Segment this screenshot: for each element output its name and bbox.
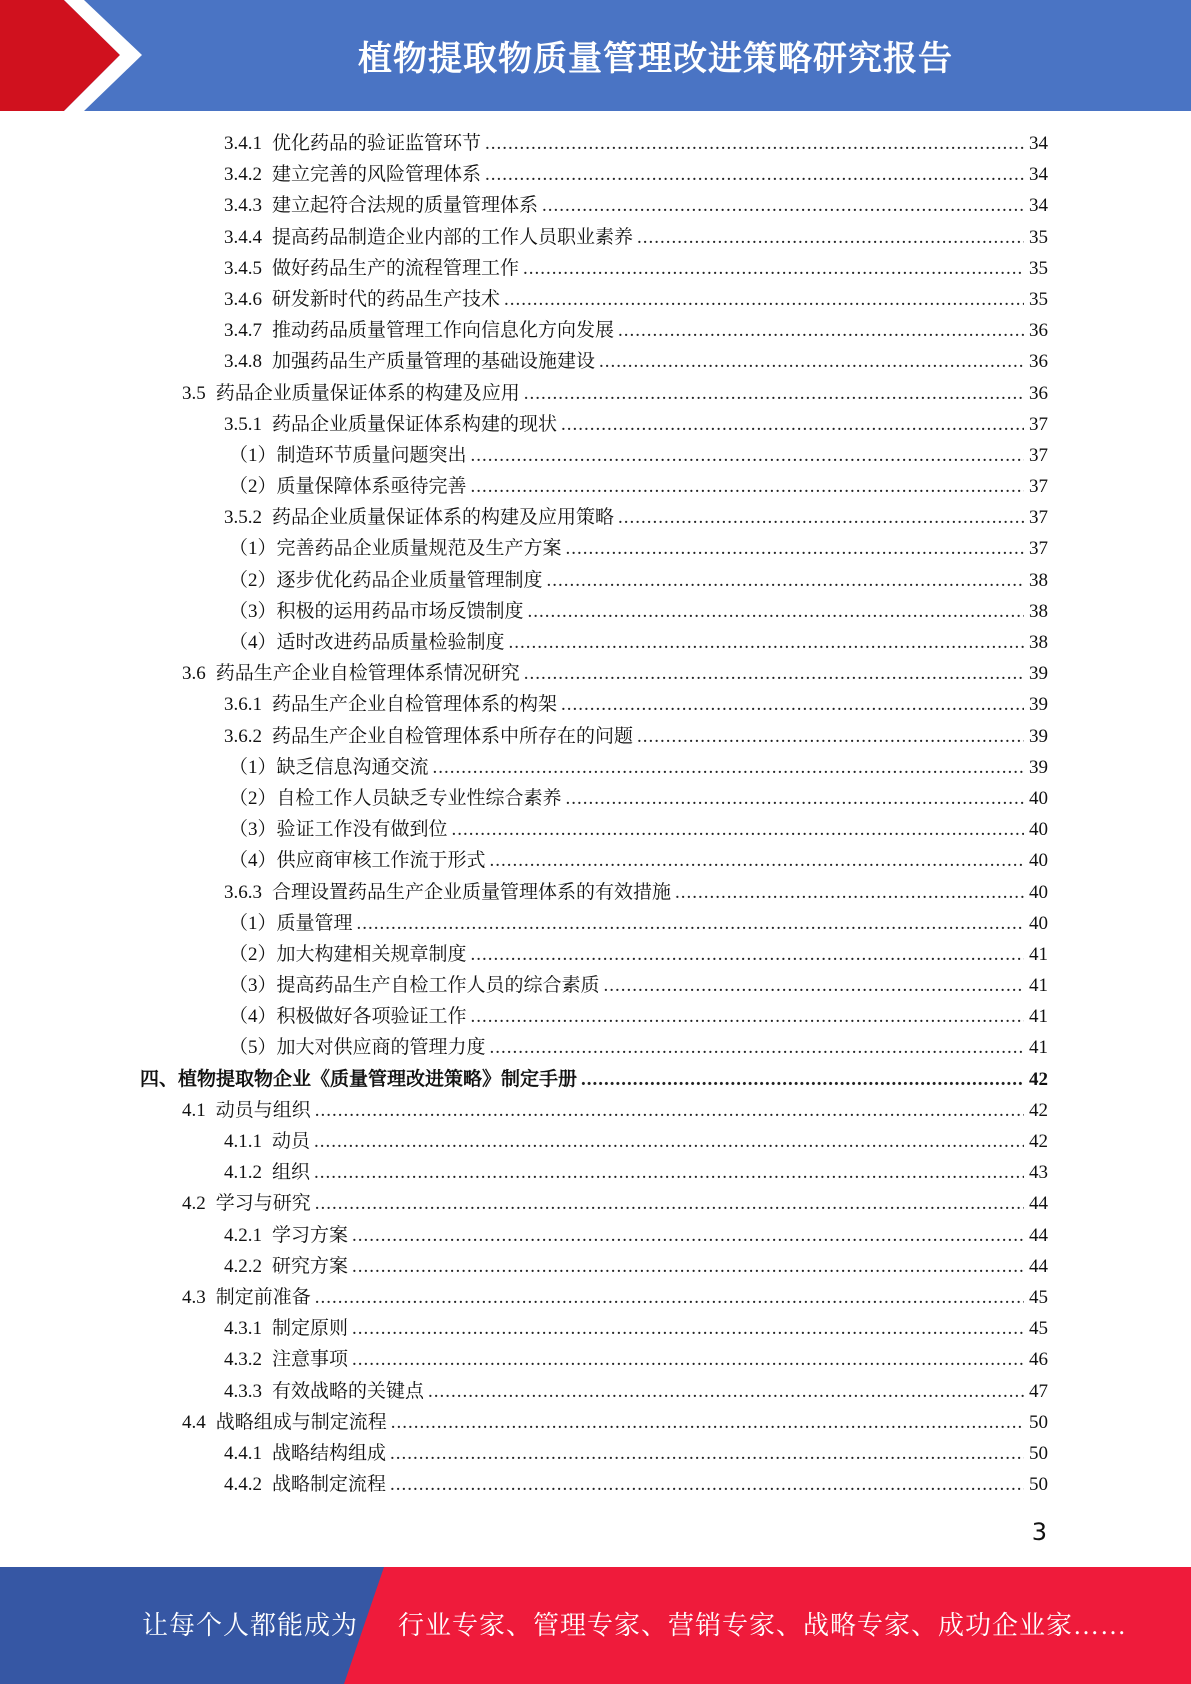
toc-entry-title: 注意事项 — [272, 1349, 349, 1371]
toc-entry-page: 43 — [1029, 1162, 1048, 1184]
toc-entry-page: 36 — [1029, 351, 1048, 373]
toc-entry[interactable] — [140, 1188, 1048, 1219]
toc-entry[interactable] — [140, 1032, 1048, 1063]
toc-entry[interactable] — [140, 689, 1048, 720]
toc-entry-page: 40 — [1029, 850, 1048, 872]
toc-leader-dots — [524, 378, 1024, 409]
toc-entry-page: 44 — [1029, 1193, 1048, 1215]
toc-entry-page: 50 — [1029, 1474, 1048, 1496]
toc-entry-title: （5）加大对供应商的管理力度 — [229, 1037, 486, 1059]
toc-entry[interactable] — [140, 533, 1048, 564]
toc-entry-page: 45 — [1029, 1286, 1048, 1308]
toc-leader-dots — [352, 1313, 1024, 1344]
toc-entry-number: 4.3 — [182, 1286, 206, 1308]
toc-entry-title: 战略结构组成 — [272, 1442, 387, 1464]
toc-entry-title: 建立起符合法规的质量管理体系 — [272, 195, 539, 217]
toc-entry-title: 药品生产企业自检管理体系中所存在的问题 — [272, 725, 634, 747]
toc-entry-number: 4.4 — [182, 1411, 206, 1433]
toc-entry-page: 38 — [1029, 632, 1048, 653]
toc-entry[interactable] — [140, 409, 1048, 440]
toc-leader-dots — [637, 222, 1024, 253]
toc-entry[interactable] — [140, 908, 1048, 939]
toc-entry-title: 制定原则 — [272, 1318, 349, 1340]
toc-entry-page: 46 — [1029, 1349, 1048, 1371]
toc-entry[interactable] — [140, 1344, 1048, 1375]
toc-entry[interactable] — [140, 471, 1048, 502]
toc-entry-title: 药品生产企业自检管理体系的构架 — [272, 694, 558, 716]
toc-entry-title: 药品企业质量保证体系构建的现状 — [272, 413, 558, 435]
toc-entry-page: 37 — [1029, 476, 1048, 498]
toc-entry-page: 41 — [1029, 943, 1048, 965]
toc-entry[interactable] — [140, 1157, 1048, 1188]
toc-entry-page: 41 — [1029, 1037, 1048, 1059]
toc-leader-dots — [581, 1064, 1024, 1095]
toc-entry[interactable] — [140, 1220, 1048, 1251]
toc-entry-page: 35 — [1029, 257, 1048, 279]
toc-entry-page: 42 — [1029, 1068, 1048, 1090]
toc-leader-dots — [542, 190, 1024, 221]
toc-entry-page: 35 — [1029, 226, 1048, 248]
toc-leader-dots — [566, 533, 1024, 564]
toc-entry-page: 41 — [1029, 1006, 1048, 1028]
toc-leader-dots — [390, 1469, 1024, 1500]
toc-entry-title: 推动药品质量管理工作向信息化方向发展 — [272, 320, 615, 342]
toc-entry-title: 战略组成与制定流程 — [215, 1411, 387, 1433]
toc-entry-page: 34 — [1029, 164, 1048, 186]
toc-entry[interactable] — [140, 1438, 1048, 1469]
toc-leader-dots — [566, 783, 1024, 814]
toc-entry-page: 39 — [1029, 725, 1048, 747]
toc-entry-page: 45 — [1029, 1318, 1048, 1340]
toc-leader-dots — [352, 1251, 1024, 1282]
toc-entry[interactable] — [140, 1376, 1048, 1407]
toc-entry-title: 药品企业质量保证体系的构建及应用策略 — [272, 507, 615, 529]
toc-leader-dots — [618, 315, 1024, 346]
toc-entry-page: 37 — [1029, 444, 1048, 466]
toc-entry-page: 39 — [1029, 694, 1048, 716]
toc-entry-number: 3.4.3 — [224, 195, 262, 217]
toc-entry[interactable] — [140, 845, 1048, 876]
toc-entry-number: 3.4.1 — [224, 133, 262, 154]
toc-entry-page: 38 — [1029, 569, 1048, 591]
toc-entry-number: 3.6.3 — [224, 881, 262, 903]
toc-leader-dots — [509, 627, 1024, 658]
page-header — [0, 0, 1191, 111]
toc-entry-page: 36 — [1029, 382, 1048, 404]
toc-leader-dots — [637, 721, 1024, 752]
toc-entry-page: 47 — [1029, 1380, 1048, 1402]
toc-entry-title: （3）验证工作没有做到位 — [229, 819, 448, 841]
toc-entry-number: 3.4.5 — [224, 257, 262, 279]
toc-leader-dots — [504, 284, 1024, 315]
toc-entry-page: 41 — [1029, 975, 1048, 997]
toc-entry[interactable] — [140, 222, 1048, 253]
toc-entry-number: 3.4.8 — [224, 351, 262, 373]
toc-entry-title: 组织 — [272, 1162, 311, 1184]
toc-entry-number: 3.5.2 — [224, 507, 262, 529]
toc-entry[interactable] — [140, 783, 1048, 814]
toc-entry-number: 4.4.1 — [224, 1442, 262, 1464]
toc-leader-dots — [561, 409, 1024, 440]
page-number: 3 — [1031, 1518, 1047, 1546]
toc-entry-number: 4.3.3 — [224, 1380, 262, 1402]
toc-entry-number: 4.2 — [182, 1193, 206, 1215]
toc-entry-title: （4）适时改进药品质量检验制度 — [229, 632, 505, 653]
toc-entry-number: 4.1.2 — [224, 1162, 262, 1184]
toc-entry-title: （2）加大构建相关规章制度 — [229, 943, 467, 965]
toc-entry-page: 42 — [1029, 1131, 1048, 1152]
toc-entry-title: 动员 — [272, 1131, 311, 1152]
toc-leader-dots — [471, 939, 1024, 970]
toc-entry-title: 四、植物提取物企业《质量管理改进策略》制定手册 — [140, 1068, 578, 1090]
toc-leader-dots — [599, 346, 1024, 377]
toc-entry-title: 提高药品制造企业内部的工作人员职业素养 — [272, 226, 634, 248]
toc-entry[interactable] — [140, 1251, 1048, 1282]
toc-entry-page: 40 — [1029, 787, 1048, 809]
toc-leader-dots — [428, 1376, 1024, 1407]
toc-entry-title: 建立完善的风险管理体系 — [272, 164, 482, 186]
toc-entry[interactable] — [140, 1126, 1048, 1157]
toc-entry-number: 4.2.2 — [224, 1255, 262, 1277]
toc-entry[interactable] — [140, 440, 1048, 471]
toc-entry[interactable] — [140, 939, 1048, 970]
toc-leader-dots — [528, 596, 1024, 627]
toc-entry-page: 40 — [1029, 819, 1048, 841]
toc-entry[interactable] — [140, 1095, 1048, 1126]
toc-entry-title: （2）自检工作人员缺乏专业性综合素养 — [229, 787, 562, 809]
toc-entry[interactable] — [140, 1469, 1048, 1500]
toc-entry[interactable] — [140, 1407, 1048, 1438]
toc-entry-page: 39 — [1029, 663, 1048, 685]
toc-entry[interactable] — [140, 1282, 1048, 1313]
toc-entry[interactable] — [140, 877, 1048, 908]
toc-entry-title: （4）积极做好各项验证工作 — [229, 1006, 467, 1028]
toc-entry-title: 优化药品的验证监管环节 — [272, 133, 482, 154]
toc-entry-page: 40 — [1029, 912, 1048, 934]
toc-entry-page: 40 — [1029, 881, 1048, 903]
toc-entry-title: （1）缺乏信息沟通交流 — [229, 756, 429, 778]
toc-entry-title: （1）制造环节质量问题突出 — [229, 444, 467, 466]
toc-entry-number: 3.6.2 — [224, 725, 262, 747]
toc-entry-page: 50 — [1029, 1442, 1048, 1464]
toc-entry-title: 加强药品生产质量管理的基础设施建设 — [272, 351, 596, 373]
toc-entry-title: 学习与研究 — [215, 1193, 311, 1215]
page-footer — [0, 1567, 1191, 1684]
toc-leader-dots — [675, 877, 1024, 908]
toc-entry[interactable] — [140, 721, 1048, 752]
toc-leader-dots — [561, 689, 1024, 720]
footer-roles: 行业专家、管理专家、营销专家、战略专家、成功企业家…… — [398, 1611, 1128, 1640]
toc-entry[interactable] — [140, 284, 1048, 315]
toc-leader-dots — [547, 565, 1024, 596]
toc-entry-title: 动员与组织 — [215, 1099, 311, 1121]
toc-entry-title: （3）提高药品生产自检工作人员的综合素质 — [229, 975, 600, 997]
table-of-contents — [140, 128, 1048, 1500]
toc-leader-dots — [452, 814, 1024, 845]
toc-entry-page: 42 — [1029, 1099, 1048, 1121]
toc-leader-dots — [523, 253, 1024, 284]
toc-leader-dots — [604, 970, 1024, 1001]
toc-leader-dots — [390, 1438, 1024, 1469]
toc-entry-page: 34 — [1029, 133, 1048, 154]
toc-entry[interactable] — [140, 1064, 1048, 1095]
report-title: 植物提取物质量管理改进策略研究报告 — [358, 39, 953, 79]
toc-leader-dots — [471, 471, 1024, 502]
toc-leader-dots — [315, 1282, 1024, 1313]
toc-entry[interactable] — [140, 502, 1048, 533]
footer-slogan: 让每个人都能成为 — [142, 1611, 359, 1640]
toc-entry-page: 36 — [1029, 320, 1048, 342]
toc-entry[interactable] — [140, 627, 1048, 658]
toc-leader-dots — [490, 1032, 1024, 1063]
toc-entry[interactable] — [140, 315, 1048, 346]
toc-entry-page: 37 — [1029, 413, 1048, 435]
toc-leader-dots — [315, 1188, 1024, 1219]
toc-entry-title: 药品生产企业自检管理体系情况研究 — [215, 663, 520, 685]
toc-entry-number: 3.4.6 — [224, 288, 262, 310]
toc-entry-title: 研究方案 — [272, 1255, 349, 1277]
toc-entry-title: （1）质量管理 — [229, 912, 353, 934]
toc-entry-number: 3.6 — [182, 663, 206, 685]
toc-entry-number: 4.1.1 — [224, 1131, 262, 1152]
toc-entry-number: 3.4.7 — [224, 320, 262, 342]
toc-entry-title: 药品企业质量保证体系的构建及应用 — [215, 382, 520, 404]
toc-entry-title: 有效战略的关键点 — [272, 1380, 425, 1402]
toc-leader-dots — [352, 1220, 1024, 1251]
toc-entry-title: 制定前准备 — [215, 1286, 311, 1308]
toc-leader-dots — [391, 1407, 1024, 1438]
toc-leader-dots — [314, 1157, 1024, 1188]
toc-entry[interactable] — [140, 596, 1048, 627]
toc-entry-title: （2）逐步优化药品企业质量管理制度 — [229, 569, 543, 591]
toc-entry-number: 4.3.1 — [224, 1318, 262, 1340]
toc-entry-title: 做好药品生产的流程管理工作 — [272, 257, 520, 279]
toc-entry-title: 学习方案 — [272, 1224, 349, 1246]
toc-entry-title: （2）质量保障体系亟待完善 — [229, 476, 467, 498]
toc-leader-dots — [485, 128, 1024, 159]
toc-entry-number: 4.3.2 — [224, 1349, 262, 1371]
toc-entry-number: 3.5 — [182, 382, 206, 404]
toc-entry[interactable] — [140, 190, 1048, 221]
toc-entry-number: 3.6.1 — [224, 694, 262, 716]
toc-leader-dots — [314, 1126, 1024, 1157]
toc-entry-number: 4.1 — [182, 1099, 206, 1121]
toc-entry[interactable] — [140, 253, 1048, 284]
toc-leader-dots — [433, 752, 1024, 783]
toc-entry-page: 44 — [1029, 1224, 1048, 1246]
red-chevron-graphic — [0, 0, 160, 111]
toc-entry-page: 50 — [1029, 1411, 1048, 1433]
toc-entry[interactable] — [140, 346, 1048, 377]
toc-entry[interactable] — [140, 658, 1048, 689]
toc-entry-title: 战略制定流程 — [272, 1474, 387, 1496]
toc-entry-title: 研发新时代的药品生产技术 — [272, 288, 501, 310]
toc-entry-page: 44 — [1029, 1255, 1048, 1277]
toc-leader-dots — [490, 845, 1024, 876]
toc-entry[interactable] — [140, 565, 1048, 596]
toc-entry-number: 4.2.1 — [224, 1224, 262, 1246]
toc-entry-page: 38 — [1029, 600, 1048, 622]
toc-entry[interactable] — [140, 814, 1048, 845]
toc-entry-title: （3）积极的运用药品市场反馈制度 — [229, 600, 524, 622]
toc-entry-page: 39 — [1029, 756, 1048, 778]
toc-entry-page: 37 — [1029, 538, 1048, 560]
toc-leader-dots — [315, 1095, 1024, 1126]
toc-leader-dots — [357, 908, 1024, 939]
toc-leader-dots — [618, 502, 1024, 533]
toc-leader-dots — [352, 1344, 1024, 1375]
toc-entry-title: （4）供应商审核工作流于形式 — [229, 850, 486, 872]
toc-leader-dots — [524, 658, 1024, 689]
toc-entry-title: （1）完善药品企业质量规范及生产方案 — [229, 538, 562, 560]
toc-leader-dots — [471, 1001, 1024, 1032]
toc-entry-number: 3.5.1 — [224, 413, 262, 435]
toc-entry-title: 合理设置药品生产企业质量管理体系的有效措施 — [272, 881, 672, 903]
toc-entry[interactable] — [140, 128, 1048, 159]
toc-entry[interactable] — [140, 1313, 1048, 1344]
toc-entry-page: 34 — [1029, 195, 1048, 217]
toc-entry-number: 3.4.4 — [224, 226, 262, 248]
toc-entry[interactable] — [140, 159, 1048, 190]
toc-entry[interactable] — [140, 752, 1048, 783]
toc-leader-dots — [471, 440, 1024, 471]
toc-entry-page: 37 — [1029, 507, 1048, 529]
toc-leader-dots — [485, 159, 1024, 190]
toc-entry[interactable] — [140, 970, 1048, 1001]
toc-entry[interactable] — [140, 1001, 1048, 1032]
toc-entry-number: 4.4.2 — [224, 1474, 262, 1496]
toc-entry-page: 35 — [1029, 288, 1048, 310]
toc-entry[interactable] — [140, 378, 1048, 409]
toc-entry-number: 3.4.2 — [224, 164, 262, 186]
